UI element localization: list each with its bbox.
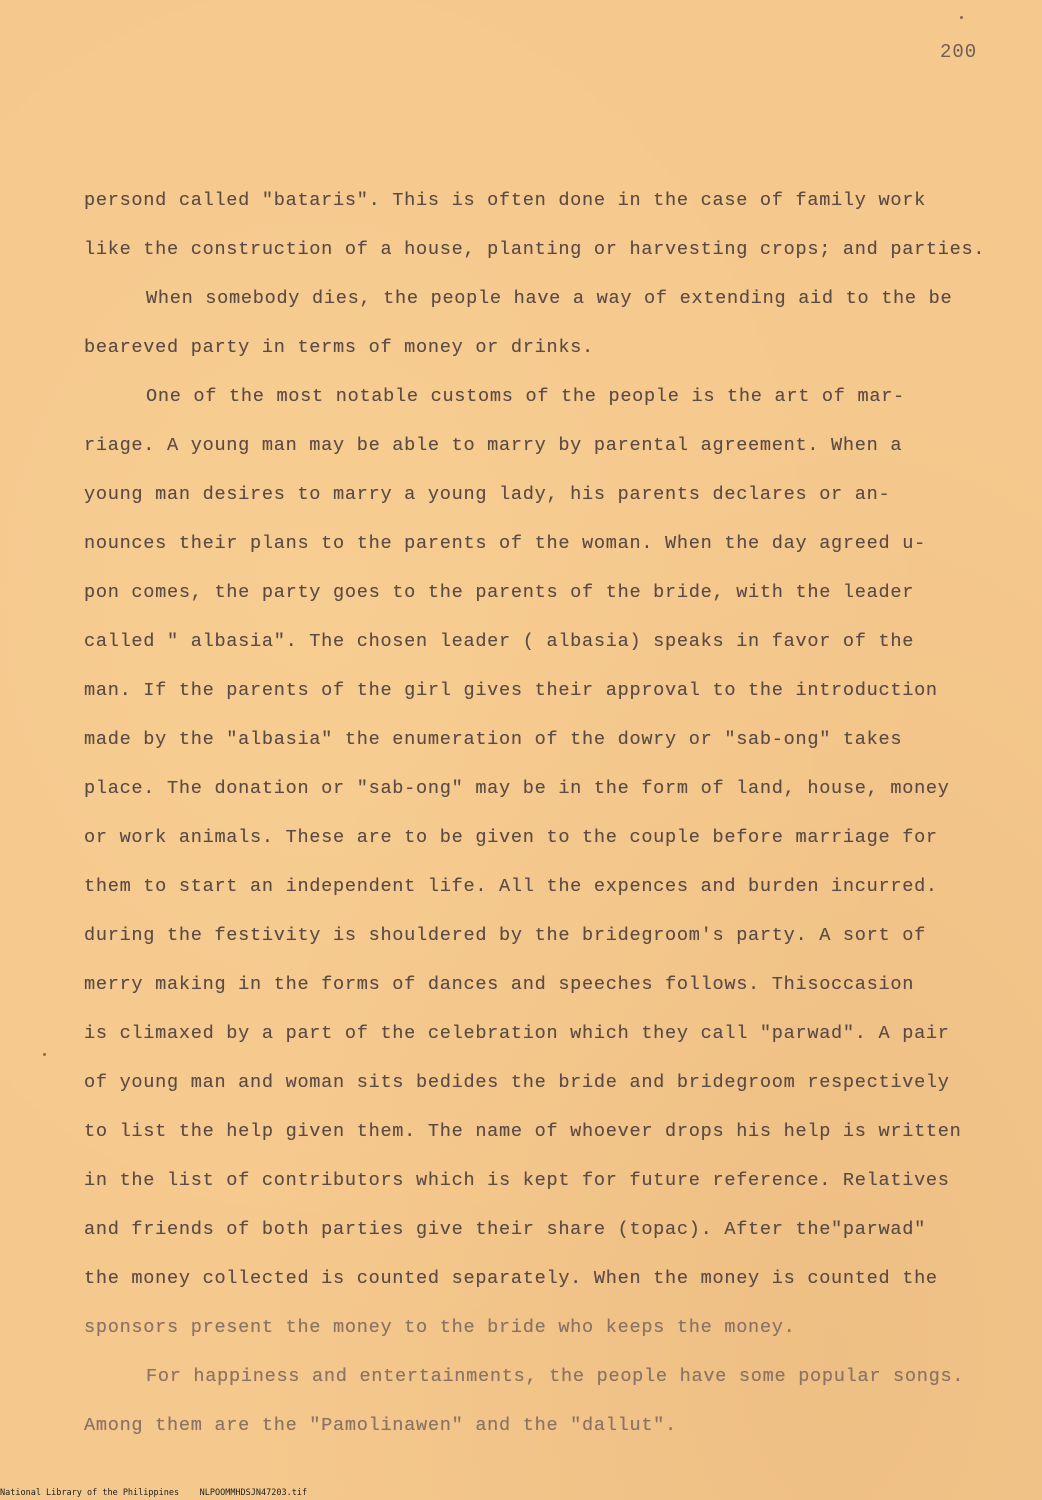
text-line: beareved party in terms of money or drinks. (84, 337, 594, 358)
footer-filename: NLPOOMMHDSJN47203.tif (199, 1488, 308, 1498)
text-line: is climaxed by a part of the celebration which they call "parwad". A pair (84, 1023, 950, 1044)
text-line: When somebody dies, the people have a way of extending aid to the be (146, 288, 953, 309)
text-line: or work animals. These are to be given to the couple before marriage for (84, 827, 938, 848)
footer-library: National Library of the Philippines (0, 1488, 180, 1498)
paper-speck (43, 1053, 46, 1056)
text-line: young man desires to marry a young lady, his parents declares or an- (84, 484, 891, 505)
text-line: nounces their plans to the parents of the woman. When the day agreed u- (84, 533, 926, 554)
paper-speck (960, 16, 963, 19)
text-line: man. If the parents of the girl gives their approval to the introduction (84, 680, 938, 701)
text-line: persond called "bataris". This is often done in the case of family work (84, 190, 926, 211)
text-line: the money collected is counted separately. When the money is counted the (84, 1268, 938, 1289)
text-line: made by the "albasia" the enumeration of the dowry or "sab-ong" takes (84, 729, 903, 750)
text-line: Among them are the "Pamolinawen" and the "dallut". (84, 1415, 677, 1436)
text-line: merry making in the forms of dances and speeches follows. Thisoccasion (84, 974, 915, 995)
text-line: in the list of contributors which is kept for future reference. Relatives (84, 1170, 950, 1191)
text-line: of young man and woman sits bedides the bride and bridegroom respectively (84, 1072, 950, 1093)
text-line: them to start an independent life. All the expences and burden incurred. (84, 876, 938, 897)
text-line: One of the most notable customs of the people is the art of mar- (146, 386, 905, 407)
text-line: riage. A young man may be able to marry by parental agreement. When a (84, 435, 903, 456)
scan-footer (0, 1488, 307, 1498)
text-line: called " albasia". The chosen leader ( albasia) speaks in favor of the (84, 631, 915, 652)
text-line: place. The donation or "sab-ong" may be in the form of land, house, money (84, 778, 950, 799)
text-line: to list the help given them. The name of whoever drops his help is written (84, 1121, 962, 1142)
typed-body-text (84, 184, 1014, 1458)
text-line: during the festivity is shouldered by the bridegroom's party. A sort of (84, 925, 926, 946)
text-line: like the construction of a house, planting or harvesting crops; and parties. (84, 239, 986, 260)
text-line: For happiness and entertainments, the people have some popular songs. (146, 1366, 965, 1387)
text-line: pon comes, the party goes to the parents of the bride, with the leader (84, 582, 915, 603)
page-number: 200 (940, 41, 978, 63)
text-line: sponsors present the money to the bride who keeps the money. (84, 1317, 796, 1338)
text-line: and friends of both parties give their share (topac). After the"parwad" (84, 1219, 926, 1240)
